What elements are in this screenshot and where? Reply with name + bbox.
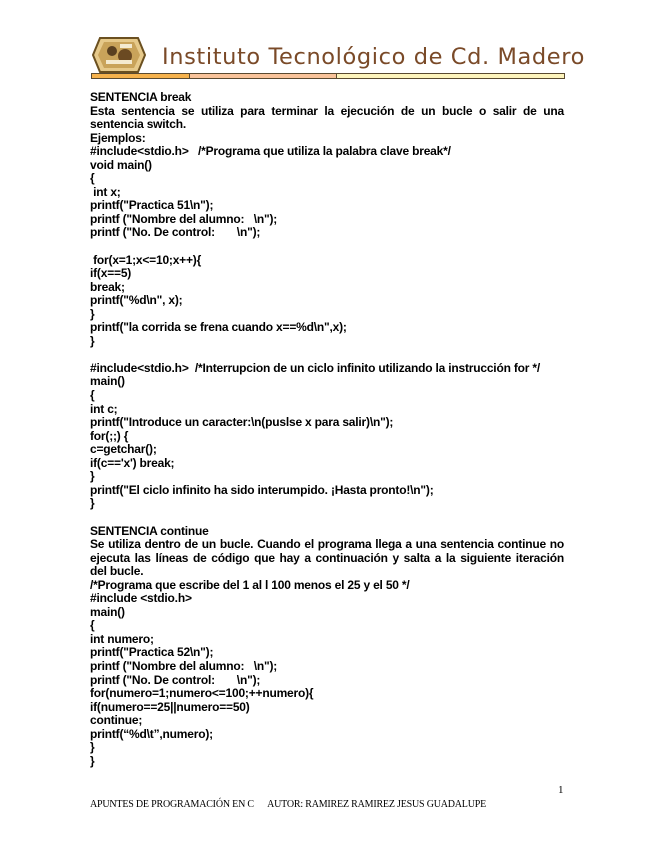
text-line: main() xyxy=(90,374,125,389)
text-line: main() xyxy=(90,604,125,619)
text-line: { xyxy=(90,171,95,186)
text-line: } xyxy=(90,496,95,511)
text-line: } xyxy=(90,753,95,768)
text-line: int c; xyxy=(90,401,118,416)
text-line: printf ("Nombre del alumno: \n"); xyxy=(90,211,278,226)
text-line: for(x=1;x<=10;x++){ xyxy=(90,252,202,267)
document-body xyxy=(90,91,564,768)
text-line: del bucle. xyxy=(90,564,144,579)
text-line: printf("%d\n", x); xyxy=(90,293,183,308)
text-line: continue; xyxy=(90,713,143,728)
blank-line xyxy=(90,511,564,525)
text-line: c=getchar(); xyxy=(90,442,157,457)
text-line: printf("El ciclo infinito ha sido interumpido. ¡Hasta pronto!\n"); xyxy=(90,482,434,497)
header-color-bar xyxy=(91,73,565,79)
text-line: } xyxy=(90,333,95,348)
text-line: /*Programa que escribe del 1 al l 100 menos el 25 y el 50 */ xyxy=(90,577,410,592)
text-line: { xyxy=(90,388,95,403)
text-line: printf(“%d\t”,numero); xyxy=(90,726,213,741)
text-line: if(x==5) xyxy=(90,266,132,281)
text-line: int numero; xyxy=(90,631,154,646)
text-line: if(numero==25||numero==50) xyxy=(90,699,250,714)
text-line: printf ("No. De control: \n"); xyxy=(90,225,261,240)
text-line: } xyxy=(90,306,95,321)
text-line: for(;;) { xyxy=(90,428,129,443)
text-line: } xyxy=(90,469,95,484)
text-line: #include<stdio.h> /*Interrupcion de un ciclo infinito utilizando la instrucción for */ xyxy=(90,360,540,375)
text-line: sentencia switch. xyxy=(90,117,186,132)
institution-logo xyxy=(92,36,146,74)
text-line: #include <stdio.h> xyxy=(90,591,192,606)
text-line: int x; xyxy=(90,184,121,199)
text-line: #include<stdio.h> /*Programa que utiliza la palabra clave break*/ xyxy=(90,144,451,159)
text-line: SENTENCIA continue xyxy=(90,523,209,538)
text-line: if(c=='x') break; xyxy=(90,455,175,470)
text-line: printf("Practica 52\n"); xyxy=(90,645,214,660)
page-footer: APUNTES DE PROGRAMACIÓN EN C AUTOR: RAMIREZ RAMIREZ JESUS GUADALUPE xyxy=(90,799,487,810)
text-line: break; xyxy=(90,279,125,294)
blank-line xyxy=(90,348,564,362)
bar-segment-orange xyxy=(92,74,190,78)
text-line: Esta sentencia se utiliza para terminar la ejecución de un bucle o salir de una xyxy=(90,103,564,118)
text-line: printf("Introduce un caracter:\n(puslse x para salir)\n"); xyxy=(90,415,394,430)
institution-title: Instituto Tecnológico de Cd. Madero xyxy=(162,44,585,70)
text-line: printf ("Nombre del alumno: \n"); xyxy=(90,658,278,673)
blank-line xyxy=(90,240,564,254)
page-number: 1 xyxy=(558,784,564,796)
text-line: printf ("No. De control: \n"); xyxy=(90,672,261,687)
text-line: printf("Practica 51\n"); xyxy=(90,198,214,213)
text-line: Ejemplos: xyxy=(90,130,146,145)
bar-segment-yellow xyxy=(337,74,564,78)
text-line: { xyxy=(90,618,95,633)
bar-segment-peach xyxy=(190,74,337,78)
text-line: Se utiliza dentro de un bucle. Cuando el programa llega a una sentencia continue no xyxy=(90,537,564,552)
text-line: for(numero=1;numero<=100;++numero){ xyxy=(90,686,314,701)
text-line: void main() xyxy=(90,157,152,172)
text-line: printf("la corrida se frena cuando x==%d\n",x); xyxy=(90,320,347,335)
text-line: } xyxy=(90,740,95,755)
text-line: SENTENCIA break xyxy=(90,90,192,104)
text-line: ejecuta las líneas de código que hay a continuación y salta a la siguiente iteración xyxy=(90,550,564,565)
